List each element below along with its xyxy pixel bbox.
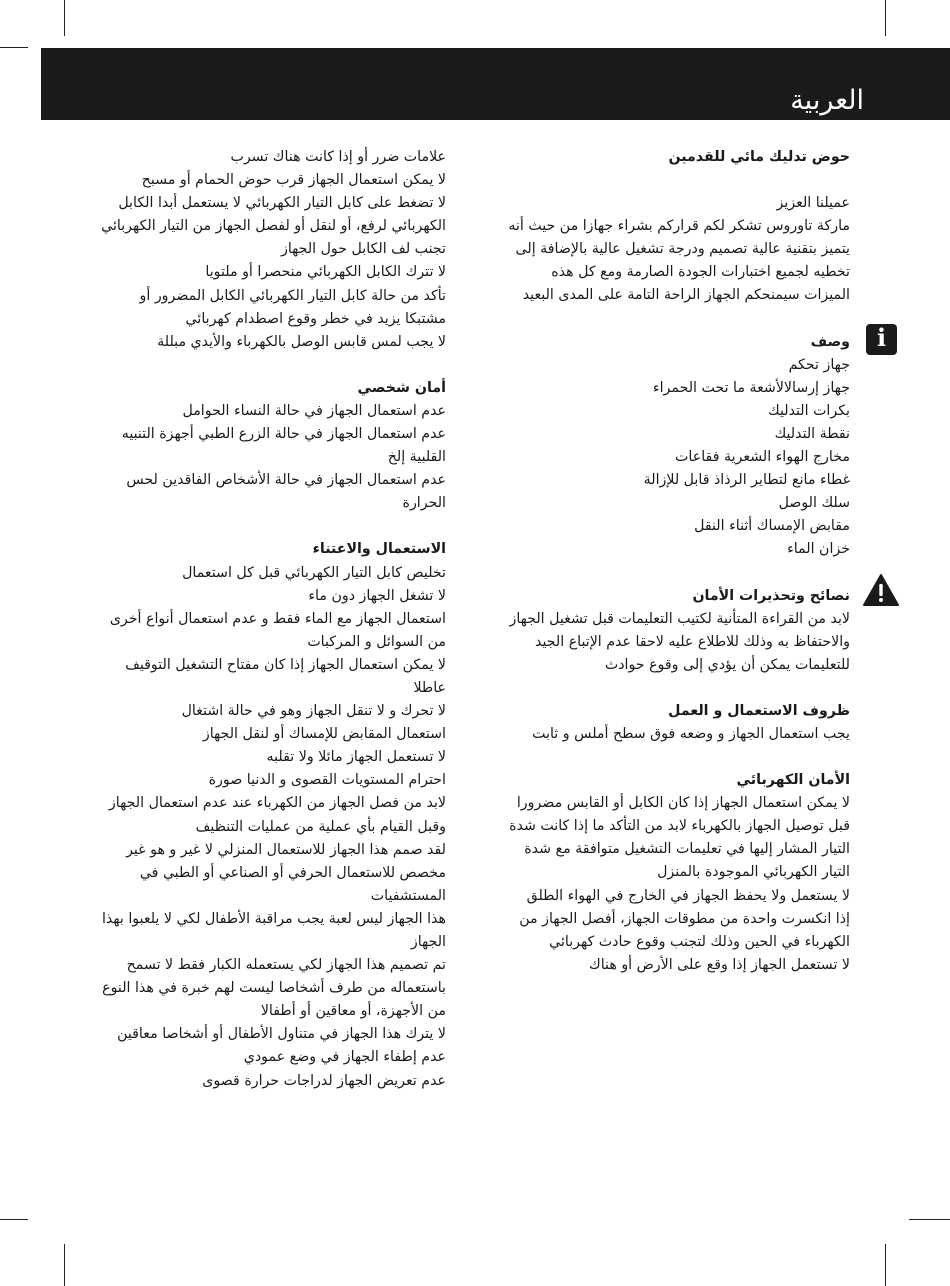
paragraph [505, 954, 850, 977]
text: لقد صمم هذا الجهاز للاستعمال المنزلي لا غير و هو غير مخصص للاستعمال الحرفي أو الصناعي أو الطبي في المستشفيات [126, 841, 446, 904]
text: تم تصميم هذا الجهاز لكي يستعمله الكبار فقط لا تسمح باستعماله من طرف أشخاصا ليست لهم خبرة في هذا النوع من الأجهزة، أو معاقين أو أطفالا [102, 957, 446, 1020]
text: جهاز إرسالالأشعة ما تحت الحمراء [652, 379, 850, 396]
text: لا تستعمل الجهاز مائلا ولا تقلبه [266, 749, 446, 766]
paragraph [100, 169, 446, 192]
paragraph [100, 839, 446, 908]
paragraph [505, 354, 850, 377]
text: قبل توصيل الجهاز بالكهرباء لابد من التأكد ما إذا كانت شدة التيار المشار إليها في تعليمات التشغيل متوافقة مع شدة التيار الكهربائي الموجودة بالمنزل [509, 818, 850, 881]
text: لا تحرك و لا تنقل الجهاز وهو في حالة اشتغال [181, 703, 446, 720]
paragraph [100, 285, 446, 331]
text: وصف [810, 333, 850, 350]
paragraph [505, 192, 850, 215]
paragraph [505, 608, 850, 677]
spacer [505, 562, 850, 585]
text: الاستعمال والاعتناء [312, 541, 446, 558]
right-column [505, 146, 887, 977]
paragraph [100, 746, 446, 769]
text: لابد من فصل الجهاز من الكهرباء عند عدم استعمال الجهاز وقبل القيام بأي عملية من عمليات التنظيف [108, 795, 446, 835]
paragraph [505, 377, 850, 400]
text: لا تضغط على كابل التيار الكهربائي لا يستعمل أبدا الكابل الكهربائي لرفع، أو لنقل أو لفصل الجهاز من التيار الكهربائي [101, 195, 446, 235]
paragraph [505, 469, 850, 492]
paragraph [505, 400, 850, 423]
paragraph [100, 1070, 446, 1093]
text: عدم استعمال الجهاز في حالة النساء الحوامل [182, 402, 446, 419]
section-heading [505, 769, 850, 792]
crop-mark [64, 0, 65, 36]
text: مقابض الإمساك أثناء النقل [694, 518, 850, 535]
text: عميلنا العزيز [776, 195, 850, 212]
text: تجنب لف الكابل حول الجهاز [280, 241, 446, 258]
text: استعمال المقابض للإمساك أو لنقل الجهاز [202, 726, 446, 743]
section-heading [505, 585, 850, 608]
text: إذا انكسرت واحدة من مطوقات الجهاز، أفصل الجهاز من الكهرباء في الحين وذلك لتجنب وقوع حادث كهربائي [519, 910, 850, 950]
paragraph [100, 261, 446, 284]
text: لا يمكن استعمال الجهاز إذا كان مفتاح التشغيل التوقيف عاطلا [125, 656, 446, 696]
paragraph [100, 331, 446, 354]
text: تخليص كابل التيار الكهربائي قبل كل استعمال [182, 564, 446, 581]
text: لا يمكن استعمال الجهاز إذا كان الكابل أو القابس مضرورا [516, 795, 850, 812]
paragraph [505, 215, 850, 307]
paragraph [100, 192, 446, 238]
section-heading [100, 377, 446, 400]
text: عدم استعمال الجهاز في حالة الزرع الطبي أجهزة التنبيه القلبية إلخ [121, 426, 446, 466]
paragraph [505, 723, 850, 746]
header-bar [41, 48, 950, 120]
info-icon: i [866, 324, 897, 355]
paragraph [100, 400, 446, 423]
text: عدم استعمال الجهاز في حالة الأشخاص الفاقدين لحس الحرارة [126, 472, 446, 512]
text: الأمان الكهربائي [736, 772, 850, 789]
spacer [505, 746, 850, 769]
text: ماركة تاوروس تشكر لكم قراركم بشراء جهازا من حيث أنه يتميز بتقنية عالية تصميم ودرجة تشغيل عالية بالإضافة إلى تخطيه لجميع اختبارات الجودة الصارمة ومع كل هذه الميزات سيمنحكم الجهاز الراحة التامة على المدى البعيد [508, 218, 850, 304]
paragraph [100, 723, 446, 746]
text: يجب استعمال الجهاز و وضعه فوق سطح أملس و ثابت [532, 725, 850, 742]
spacer [100, 515, 446, 538]
paragraph [100, 908, 446, 954]
crop-mark [64, 1244, 65, 1286]
text: هذا الجهاز ليس لعبة يجب مراقبة الأطفال لكي لا يلعبوا بهذا الجهاز [101, 910, 446, 950]
text: عدم تعريض الجهاز لدراجات حرارة قصوى [202, 1072, 446, 1089]
crop-mark [885, 1244, 886, 1286]
spacer [505, 169, 850, 192]
paragraph [505, 492, 850, 515]
paragraph [505, 792, 850, 815]
text: جهاز تحكم [788, 356, 850, 373]
text: سلك الوصل [778, 495, 850, 512]
paragraph [100, 1023, 446, 1046]
crop-mark [885, 0, 886, 36]
text: استعمال الجهاز مع الماء فقط و عدم استعمال أنواع أخرى من السوائل و المركبات [109, 610, 446, 650]
text: لا تشغل الجهاز دون ماء [308, 587, 446, 604]
paragraph [100, 562, 446, 585]
text: نقطة التدليك [774, 425, 850, 442]
paragraph [100, 608, 446, 654]
crop-mark [0, 1219, 28, 1220]
section-heading [505, 322, 887, 354]
text: لا تترك الكابل الكهربائي منحصرا أو ملتويا [205, 264, 446, 281]
paragraph [100, 469, 446, 515]
text: لا يمكن استعمال الجهاز قرب حوض الحمام أو مسبح [141, 172, 446, 189]
paragraph [100, 769, 446, 792]
section-heading [100, 538, 446, 561]
paragraph [505, 446, 850, 469]
text: لا يجب لمس قابس الوصل بالكهرباء والأيدي مبللة [157, 333, 446, 350]
doc-title [505, 146, 850, 169]
text: نصائح وتحذيرات الأمان [692, 587, 850, 604]
left-column [100, 146, 446, 1093]
text: عدم إطفاء الجهاز في وضع عمودي [243, 1049, 446, 1066]
paragraph [505, 538, 850, 561]
text: خزان الماء [787, 541, 850, 558]
text: حوض تدليك مائي للقدمين [668, 149, 850, 165]
text: لابد من القراءة المتأنية لكتيب التعليمات قبل تشغيل الجهاز والاحتفاظ به وذلك للاطلاع عليه لاحقا عدم الإتباع الجيد للتعليمات يمكن أن يؤدي إلى وقوع حوادث [509, 610, 850, 673]
paragraph [505, 815, 850, 884]
text: لا تستعمل الجهاز إذا وقع على الأرض أو هناك [589, 956, 850, 973]
text: احترام المستويات القصوى و الدنيا صورة [208, 772, 446, 789]
text: لا يترك هذا الجهاز في متناول الأطفال أو أشخاصا معاقين [117, 1026, 446, 1043]
paragraph [100, 238, 446, 261]
paragraph [100, 585, 446, 608]
text: بكرات التدليك [768, 402, 850, 419]
paragraph [505, 885, 850, 908]
language-title: العربية [790, 85, 864, 116]
text: غطاء مانع لتطاير الرذاذ قابل للإزالة [643, 472, 850, 489]
paragraph [100, 654, 446, 700]
paragraph [505, 423, 850, 446]
spacer [100, 354, 446, 377]
crop-mark [909, 1219, 950, 1220]
warning-icon [862, 573, 900, 607]
spacer [505, 308, 850, 331]
spacer [505, 677, 850, 700]
text: علامات ضرر أو إذا كانت هناك تسرب [230, 149, 446, 165]
paragraph [505, 908, 850, 954]
text: أمان شخصي [357, 379, 446, 396]
text: مخارج الهواء الشعرية فقاعات [675, 449, 850, 466]
paragraph [100, 423, 446, 469]
crop-mark [0, 47, 28, 48]
paragraph [100, 954, 446, 1023]
paragraph [505, 515, 850, 538]
text: ظروف الاستعمال و العمل [668, 702, 850, 719]
paragraph [100, 1046, 446, 1069]
section-heading [505, 700, 850, 723]
paragraph [100, 146, 446, 169]
text: لا يستعمل ولا يحفظ الجهاز في الخارج في الهواء الطلق [526, 887, 850, 904]
paragraph [100, 700, 446, 723]
paragraph [100, 792, 446, 838]
text: تأكد من حالة كابل التيار الكهربائي الكابل المضرور أو مشتبكا يزيد في خطر وقوع اصطدام كهربائي [139, 287, 446, 327]
